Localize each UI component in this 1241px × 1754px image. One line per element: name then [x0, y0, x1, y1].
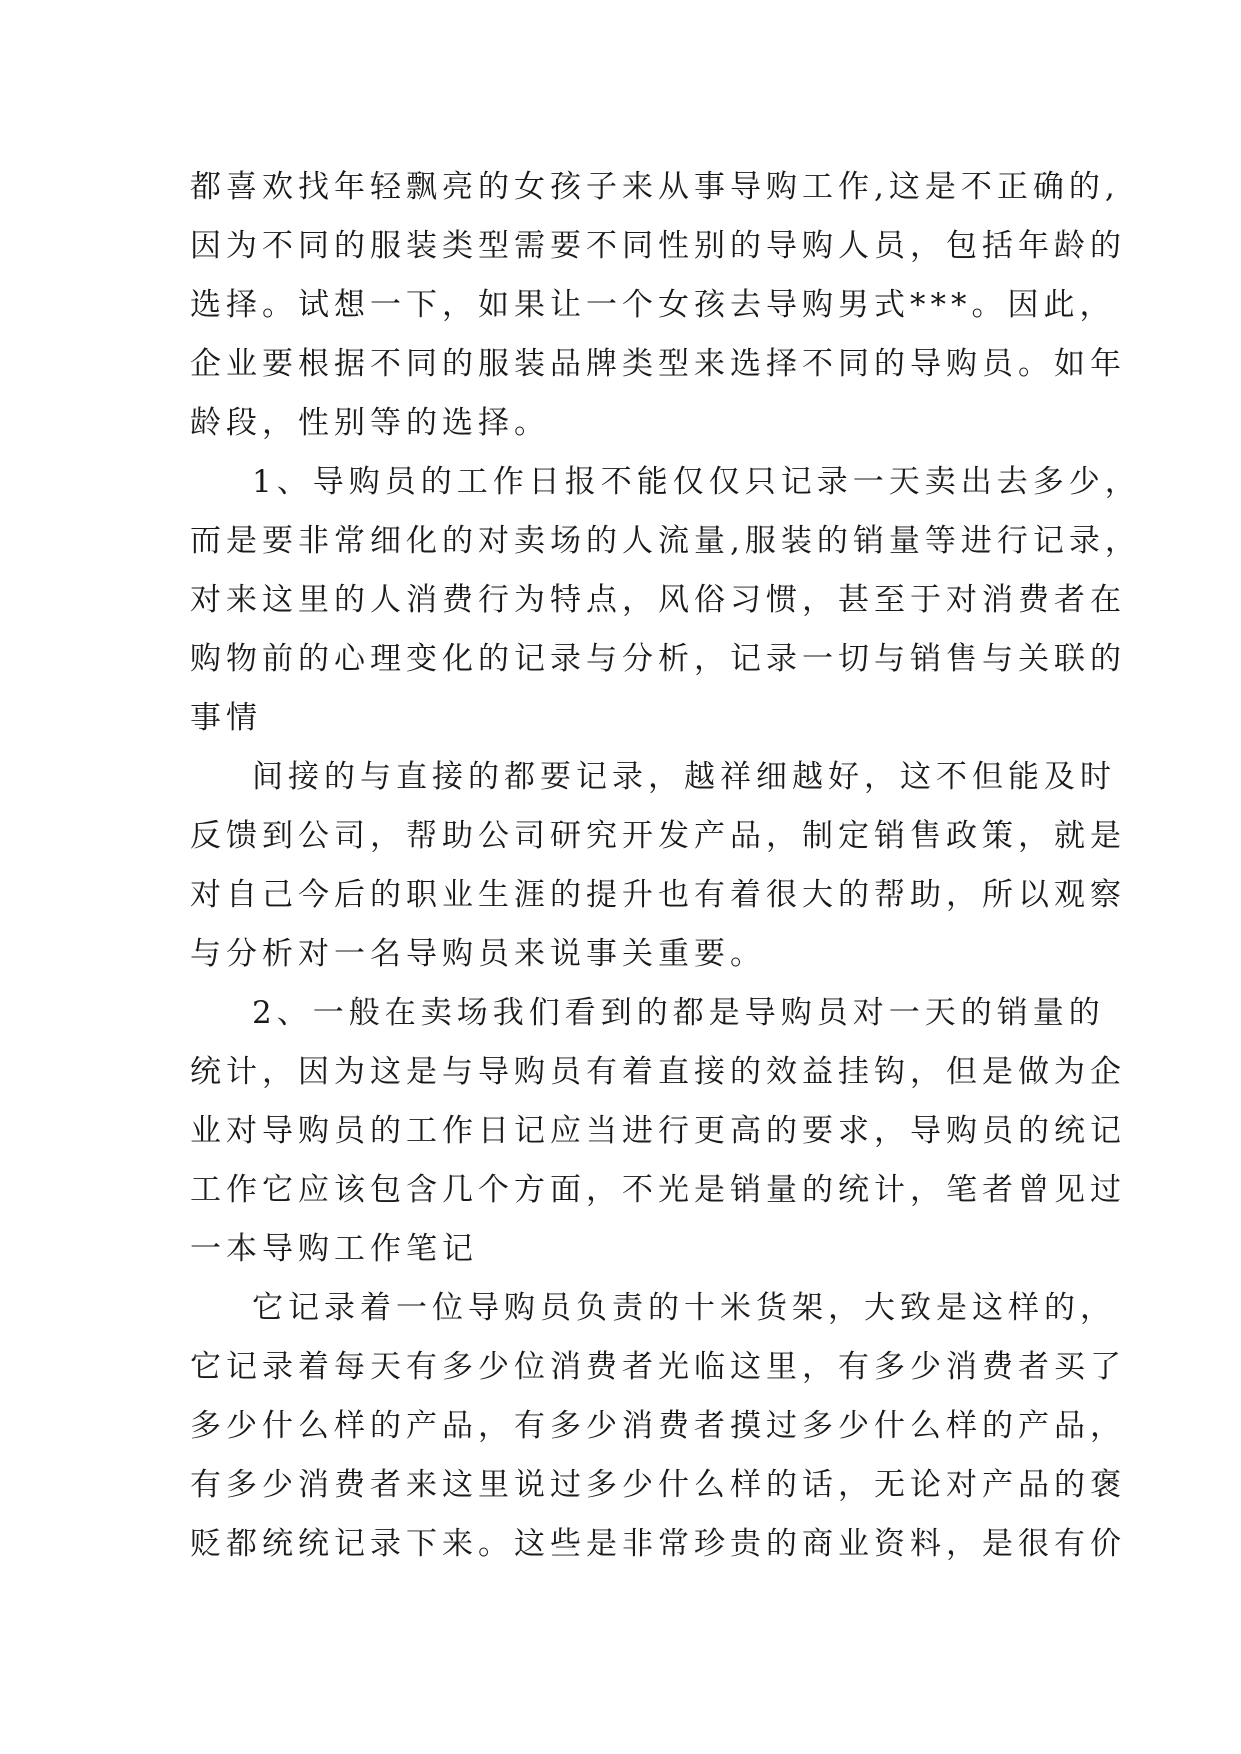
text-line: 它记录着每天有多少位消费者光临这里，有多少消费者买了	[190, 1349, 1126, 1385]
text-line: 都喜欢找年轻飘亮的女孩子来从事导购工作,这是不正确的,	[190, 169, 1120, 205]
text-line: 因为不同的服装类型需要不同性别的导购人员，包括年龄的	[190, 228, 1126, 264]
text-line: 事情	[190, 700, 262, 736]
paragraph-first-line: 2、一般在卖场我们看到的都是导购员对一天的销量的	[252, 995, 1105, 1031]
text-line: 有多少消费者来这里说过多少什么样的话，无论对产品的褒	[190, 1467, 1126, 1503]
text-line: 对来这里的人消费行为特点，风俗习惯，甚至于对消费者在	[190, 582, 1126, 618]
text-line: 反馈到公司，帮助公司研究开发产品，制定销售政策，就是	[190, 818, 1126, 854]
text-line: 对自己今后的职业生涯的提升也有着很大的帮助，所以观察	[190, 877, 1126, 913]
paragraph-first-line: 间接的与直接的都要记录，越祥细越好，这不但能及时	[252, 759, 1116, 795]
paragraph-first-line: 1、导购员的工作日报不能仅仅只记录一天卖出去多少，	[252, 464, 1141, 500]
text-line: 多少什么样的产品，有多少消费者摸过多少什么样的产品，	[190, 1408, 1126, 1444]
text-line: 龄段，性别等的选择。	[190, 405, 550, 441]
text-line: 一本导购工作笔记	[190, 1231, 478, 1267]
paragraph-first-line: 它记录着一位导购员负责的十米货架，大致是这样的，	[252, 1290, 1116, 1326]
text-line: 统计，因为这是与导购员有着直接的效益挂钩，但是做为企	[190, 1054, 1126, 1090]
text-line: 与分析对一名导购员来说事关重要。	[190, 936, 766, 972]
text-line: 业对导购员的工作日记应当进行更高的要求，导购员的统记	[190, 1113, 1126, 1149]
document-body	[190, 158, 1141, 1574]
text-line: 企业要根据不同的服装品牌类型来选择不同的导购员。如年	[190, 346, 1126, 382]
text-line: 贬都统统记录下来。这些是非常珍贵的商业资料，是很有价	[190, 1526, 1126, 1562]
text-line: 而是要非常细化的对卖场的人流量,服装的销量等进行记录，	[190, 523, 1141, 559]
text-line: 购物前的心理变化的记录与分析，记录一切与销售与关联的	[190, 641, 1126, 677]
text-line: 选择。试想一下，如果让一个女孩去导购男式***。因此，	[190, 287, 1116, 323]
text-line: 工作它应该包含几个方面，不光是销量的统计，笔者曾见过	[190, 1172, 1126, 1208]
